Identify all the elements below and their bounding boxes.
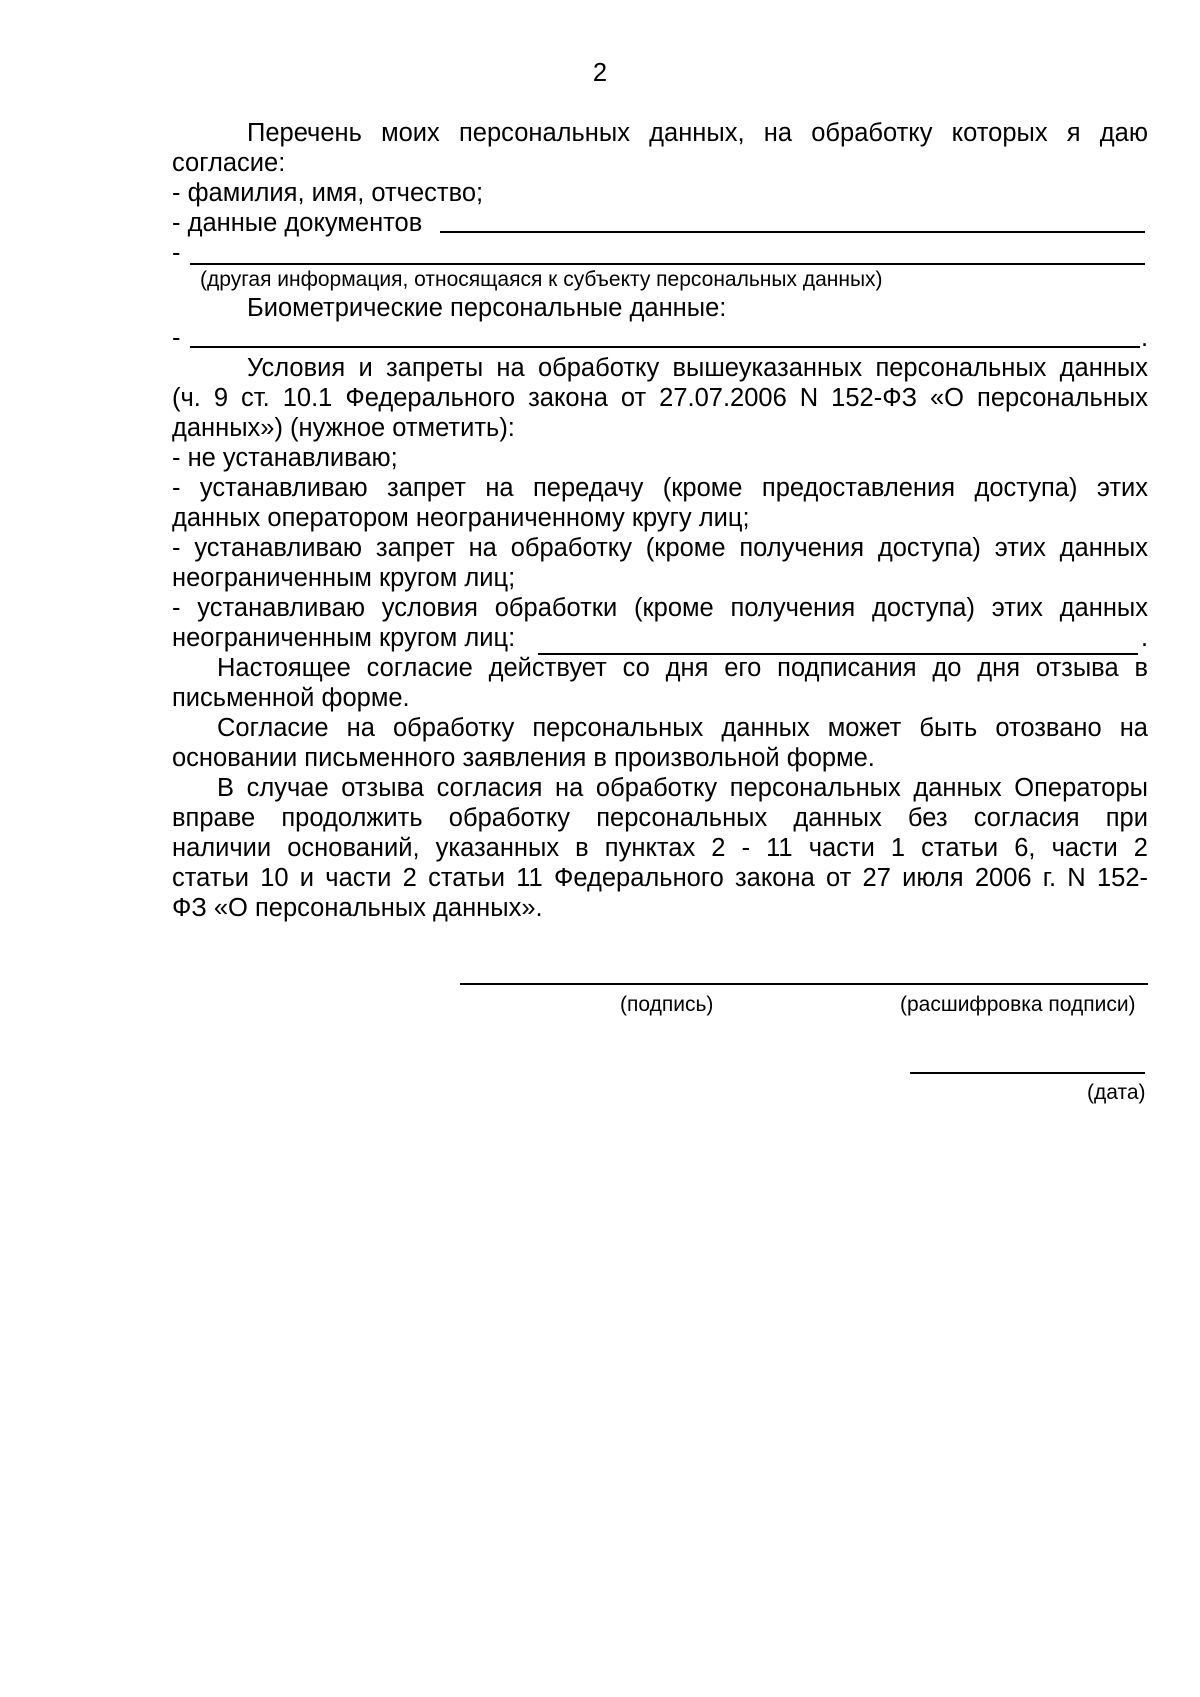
intro-line-2: согласие: [172,149,286,177]
option-transfer-ban-line-2: данных оператором неограниченному кругу лиц; [172,504,750,532]
after-revocation-paragraph [172,773,1148,923]
validity-paragraph [172,653,1148,713]
date-line [910,1072,1145,1074]
biometric-heading: Биометрические персональные данные: [247,294,727,322]
option-conditions-line-1: - устанавливаю условия обработки (кроме получения доступа) этих данных [172,594,1148,622]
after-line-4: статьи 10 и части 2 статьи 11 Федерального закона от 27 июля 2006 г. N 152- [172,864,1148,892]
biometric-dash: - [172,324,181,352]
list-item-fio: - фамилия, имя, отчество; [172,179,484,207]
list-item-documents-label: - данные документов [172,209,423,237]
intro-paragraph [172,118,1148,178]
revocation-paragraph [172,713,1148,773]
documents-fill-line [440,231,1145,233]
biometric-end-period: . [1141,324,1149,352]
after-line-5: ФЗ «О персональных данных». [172,894,543,922]
date-caption: (дата) [1087,1081,1146,1104]
revocation-line-2: основании письменного заявления в произвольной форме. [172,744,875,772]
after-line-2: вправе продолжить обработку персональных данных без согласия при [172,804,1148,832]
conditions-line-2: (ч. 9 ст. 10.1 Федерального закона от 27.07.2006 N 152-ФЗ «О персональных [172,384,1148,412]
page-number: 2 [592,59,608,87]
conditions-paragraph [172,353,1148,653]
biometric-fill-line [190,346,1140,348]
revocation-line-1: Согласие на обработку персональных данных может быть отозвано на [217,714,1148,742]
list-item-other-dash: - [172,239,181,267]
other-info-fill-line [190,263,1145,265]
option-conditions-line-2: неограниченным кругом лиц: [172,624,516,652]
after-line-3: наличии оснований, указанных в пунктах 2 - 11 части 1 статьи 6, части 2 [172,834,1148,862]
validity-line-1: Настоящее согласие действует со дня его подписания до дня отзыва в [217,654,1148,682]
signature-line [460,983,1148,985]
intro-line-1: Перечень моих персональных данных, на обработку которых я даю [247,119,1148,147]
option-transfer-ban-line-1: - устанавливаю запрет на передачу (кроме предоставления доступа) этих [172,474,1148,502]
other-info-hint: (другая информация, относящаяся к субъекту персональных данных) [200,268,883,291]
after-line-1: В случае отзыва согласия на обработку персональных данных Операторы [217,774,1148,802]
option-processing-ban-line-2: неограниченным кругом лиц; [172,564,516,592]
option-processing-ban-line-1: - устанавливаю запрет на обработку (кроме получения доступа) этих данных [172,534,1148,562]
option-not-set: - не устанавливаю; [172,444,398,472]
signature-caption: (подпись) [620,993,714,1016]
conditions-end-period: . [1141,624,1149,652]
validity-line-2: письменной форме. [172,684,410,712]
conditions-line-1: Условия и запреты на обработку вышеуказанных персональных данных [247,354,1148,382]
conditions-line-3: данных») (нужное отметить): [172,414,515,442]
signature-decode-caption: (расшифровка подписи) [900,993,1136,1016]
